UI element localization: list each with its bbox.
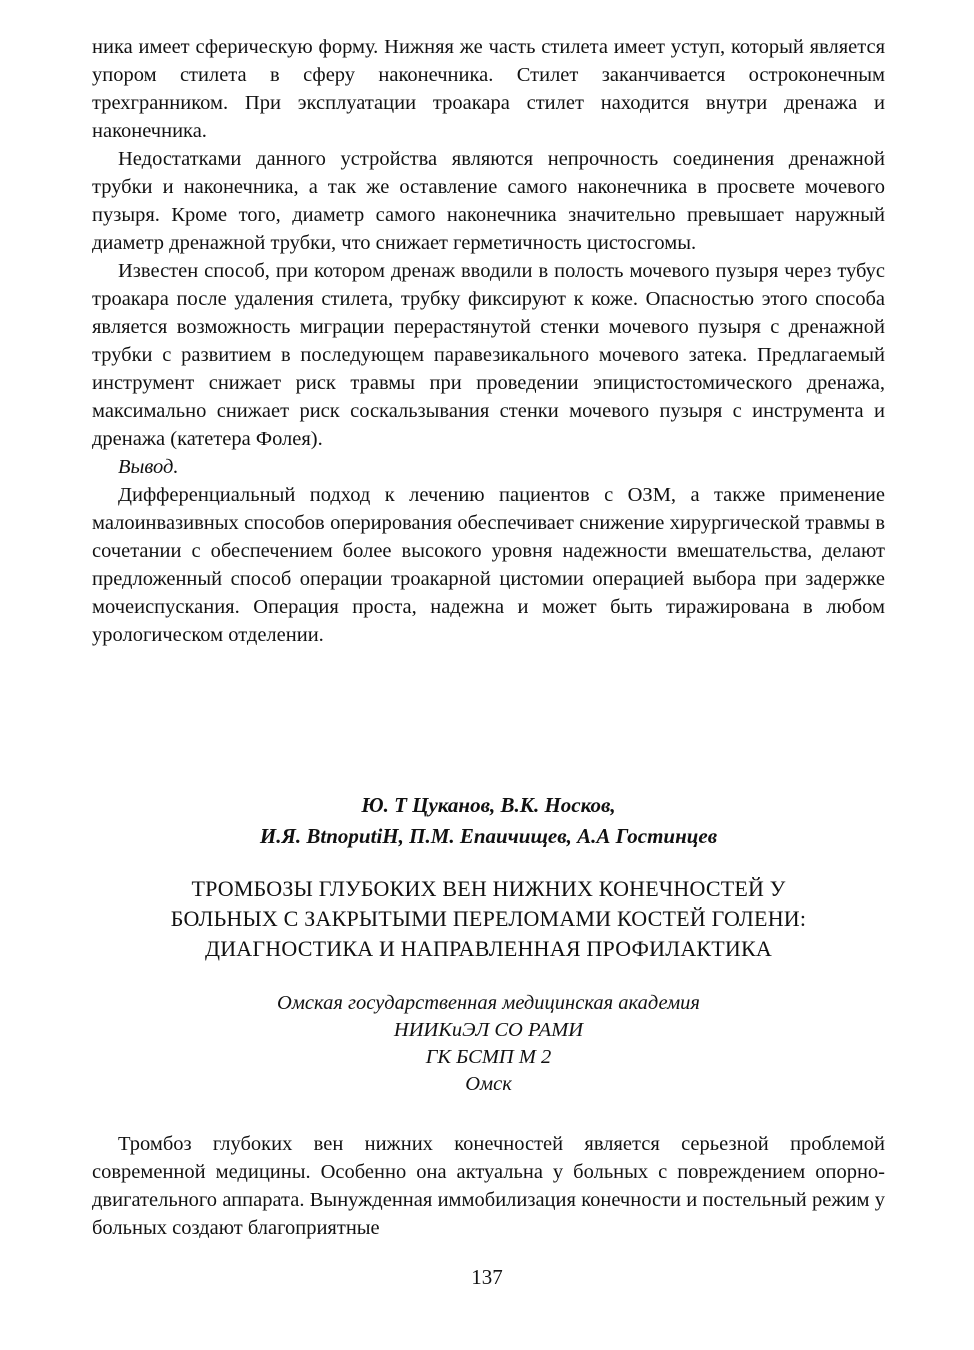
affiliation-line-4: Омск	[465, 1073, 512, 1095]
paragraph-conclusion: Дифференциальный подход к лечению пациентов с ОЗМ, а также применение малоинвазивных способов оперирования обеспечивает снижение хирургической травмы в сочетании с обеспечением более высокого уровня надежности вмешательства, делают предложенный способ операции троакарной цистомии операцией выбора при задержке мочеиспускания. Операция проста, надежна и может быть тиражирована в любом урологическом отделении.	[92, 484, 885, 646]
paragraph-known-method: Известен способ, при котором дренаж вводили в полость мочевого пузыря через тубус троакара после удаления стилета, трубку фиксируют к коже. Опасностью этого способа является возможность миграции перерастянутой стенки мочевого пузыря с дренажной трубки с развитием в последующем паравезикального мочевого затека. Предлагаемый инструмент снижает риск травмы при проведении эпицистостомического дренажа, максимально снижает риск соскальзывания стенки мочевого пузыря с инструмента и дренажа (катетера Фолея).	[92, 260, 885, 450]
affiliation-line-3: ГК БСМП М 2	[425, 1046, 552, 1068]
title-line-3: ДИАГНОСТИКА И НАПРАВЛЕННАЯ ПРОФИЛАКТИКА	[205, 936, 772, 961]
title-line-2: БОЛЬНЫХ С ЗАКРЫТЫМИ ПЕРЕЛОМАМИ КОСТЕЙ ГОЛЕНИ:	[170, 906, 807, 931]
article-affiliation	[92, 990, 885, 1098]
article-authors	[92, 790, 885, 852]
top-text-block	[92, 33, 885, 649]
article-title	[92, 874, 885, 964]
authors-line-1: Ю. Т Цуканов, В.К. Носков,	[361, 793, 616, 817]
article-body	[92, 1130, 885, 1242]
conclusion-label: Вывод.	[118, 456, 179, 478]
title-line-1: ТРОМБОЗЫ ГЛУБОКИХ ВЕН НИЖНИХ КОНЕЧНОСТЕЙ У	[191, 876, 786, 901]
authors-line-2: И.Я. BtnoputiH, П.М. Епаичищев, А.А Гостинцев	[259, 824, 718, 848]
paragraph-intro: Тромбоз глубоких вен нижних конечностей является серьезной проблемой современной медицины. Особенно она актуальна у больных с повреждением опорно-двигательного аппарата. Вынужденная иммобилизация конечности и постельный режим у больных создают благоприятные	[92, 1133, 885, 1239]
paragraph-drawbacks: Недостатками данного устройства являются непрочность соединения дренажной трубки и наконечника, а так же оставление самого наконечника в просвете мочевого пузыря. Кроме того, диаметр самого наконечника значительно превышает наружный диаметр дренажной трубки, что снижает герметичность цистосгомы.	[92, 148, 885, 254]
affiliation-line-2: НИИКиЭЛ СО РАМИ	[393, 1019, 584, 1041]
affiliation-line-1: Омская государственная медицинская академия	[277, 992, 700, 1014]
page-number: 137	[471, 1265, 503, 1289]
paragraph-continuation: ника имеет сферическую форму. Нижняя же часть стилета имеет уступ, который является упором стилета в сферу наконечника. Стилет заканчивается остроконечным трехгранником. При эксплуатации троакара стилет находится внутри дренажа и наконечника.	[92, 36, 885, 142]
